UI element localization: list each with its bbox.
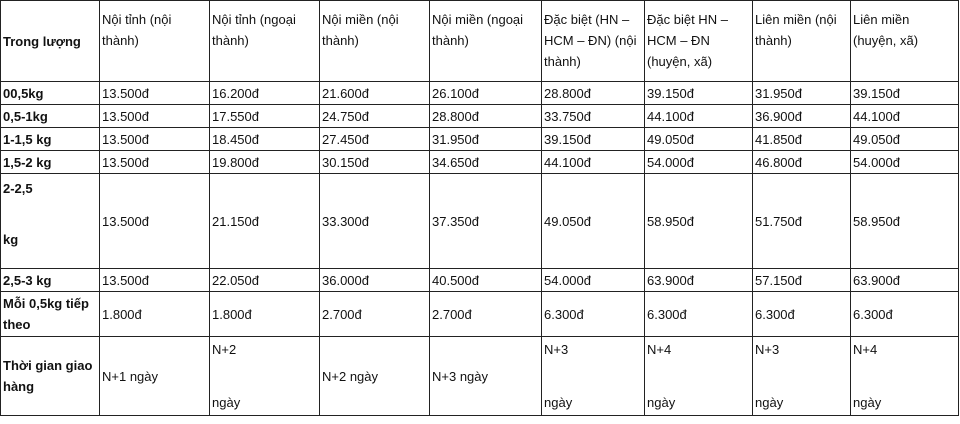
delivery-label: Thời gian giao hàng: [1, 337, 100, 416]
table-cell: 33.300đ: [320, 174, 430, 269]
cell-bottom: ngày: [212, 395, 241, 410]
table-cell: 6.300đ: [851, 292, 959, 337]
table-cell: 33.750đ: [542, 105, 645, 128]
table-cell: 34.650đ: [430, 151, 542, 174]
row-weight: Mỗi 0,5kg tiếp theo: [1, 292, 100, 337]
table-cell: 28.800đ: [542, 82, 645, 105]
cell-top: N+3: [755, 342, 780, 357]
row-weight: 1-1,5 kg: [1, 128, 100, 151]
table-cell: N+2 ngày: [320, 337, 430, 416]
table-cell: 49.050đ: [851, 128, 959, 151]
table-cell: [753, 337, 851, 416]
delivery-row: [1, 337, 959, 416]
table-cell: 37.350đ: [430, 174, 542, 269]
table-cell: [851, 337, 959, 416]
table-cell: 17.550đ: [210, 105, 320, 128]
table-cell: 6.300đ: [645, 292, 753, 337]
cell-bottom: ngày: [647, 395, 676, 410]
table-cell: 39.150đ: [645, 82, 753, 105]
header-col-2: Nội tỉnh (ngoại thành): [210, 1, 320, 82]
table-cell: 57.150đ: [753, 269, 851, 292]
table-cell: 28.800đ: [430, 105, 542, 128]
table-row: [1, 82, 959, 105]
cell-top: N+3: [544, 342, 569, 357]
cell-top: N+4: [853, 342, 878, 357]
table-cell: 31.950đ: [430, 128, 542, 151]
header-col-1: Nội tỉnh (nội thành): [100, 1, 210, 82]
table-cell: 63.900đ: [851, 269, 959, 292]
table-row: [1, 128, 959, 151]
cell-bottom: ngày: [755, 395, 784, 410]
table-cell: 39.150đ: [851, 82, 959, 105]
table-row: [1, 151, 959, 174]
table-cell: 26.100đ: [430, 82, 542, 105]
table-cell: 36.000đ: [320, 269, 430, 292]
table-row: [1, 292, 959, 337]
table-cell: 21.600đ: [320, 82, 430, 105]
cell-bottom: ngày: [853, 395, 882, 410]
table-cell: 2.700đ: [430, 292, 542, 337]
table-cell: 24.750đ: [320, 105, 430, 128]
table-cell: [210, 337, 320, 416]
table-cell: 13.500đ: [100, 82, 210, 105]
table-cell: 58.950đ: [645, 174, 753, 269]
table-cell: 63.900đ: [645, 269, 753, 292]
table-cell: 54.000đ: [851, 151, 959, 174]
table-cell: 16.200đ: [210, 82, 320, 105]
table-cell: 22.050đ: [210, 269, 320, 292]
table-cell: 39.150đ: [542, 128, 645, 151]
table-cell: 58.950đ: [851, 174, 959, 269]
row-weight: 2,5-3 kg: [1, 269, 100, 292]
cell-top: N+2: [212, 342, 237, 357]
header-col-8: Liên miền (huyện, xã): [851, 1, 959, 82]
table-cell: 44.100đ: [851, 105, 959, 128]
table-cell: 21.150đ: [210, 174, 320, 269]
table-cell: [645, 337, 753, 416]
header-col-5: Đặc biệt (HN – HCM – ĐN) (nội thành): [542, 1, 645, 82]
row-weight-bottom: kg: [3, 232, 19, 247]
table-cell: 36.900đ: [753, 105, 851, 128]
row-weight: 1,5-2 kg: [1, 151, 100, 174]
table-cell: 1.800đ: [210, 292, 320, 337]
table-cell: 13.500đ: [100, 269, 210, 292]
header-col-6: Đặc biệt HN – HCM – ĐN (huyện, xã): [645, 1, 753, 82]
table-cell: 19.800đ: [210, 151, 320, 174]
table-cell: 6.300đ: [542, 292, 645, 337]
table-cell: 49.050đ: [542, 174, 645, 269]
header-col-7: Liên miền (nội thành): [753, 1, 851, 82]
table-cell: 40.500đ: [430, 269, 542, 292]
table-row: [1, 269, 959, 292]
table-cell: 1.800đ: [100, 292, 210, 337]
header-row: [1, 1, 959, 82]
table-cell: 54.000đ: [542, 269, 645, 292]
table-cell: 13.500đ: [100, 151, 210, 174]
table-cell: 18.450đ: [210, 128, 320, 151]
table-cell: [542, 337, 645, 416]
table-cell: 44.100đ: [645, 105, 753, 128]
header-weight: Trong lượng: [1, 1, 100, 82]
table-cell: 41.850đ: [753, 128, 851, 151]
table-cell: 6.300đ: [753, 292, 851, 337]
cell-bottom: ngày: [544, 395, 573, 410]
row-weight: 0,5-1kg: [1, 105, 100, 128]
table-cell: 54.000đ: [645, 151, 753, 174]
header-col-3: Nội miền (nội thành): [320, 1, 430, 82]
cell-top: N+4: [647, 342, 672, 357]
table-cell: 49.050đ: [645, 128, 753, 151]
table-cell: 51.750đ: [753, 174, 851, 269]
header-col-4: Nội miền (ngoại thành): [430, 1, 542, 82]
table-cell: 30.150đ: [320, 151, 430, 174]
table-cell: 27.450đ: [320, 128, 430, 151]
table-cell: 2.700đ: [320, 292, 430, 337]
row-weight: [1, 174, 100, 269]
table-cell: 13.500đ: [100, 174, 210, 269]
table-cell: N+1 ngày: [100, 337, 210, 416]
table-cell: 31.950đ: [753, 82, 851, 105]
table-cell: 46.800đ: [753, 151, 851, 174]
row-weight-top: 2-2,5: [3, 181, 33, 196]
table-row: [1, 105, 959, 128]
table-cell: N+3 ngày: [430, 337, 542, 416]
row-weight: 00,5kg: [1, 82, 100, 105]
table-cell: 44.100đ: [542, 151, 645, 174]
table-cell: 13.500đ: [100, 128, 210, 151]
table-cell: 13.500đ: [100, 105, 210, 128]
table-row: [1, 174, 959, 269]
